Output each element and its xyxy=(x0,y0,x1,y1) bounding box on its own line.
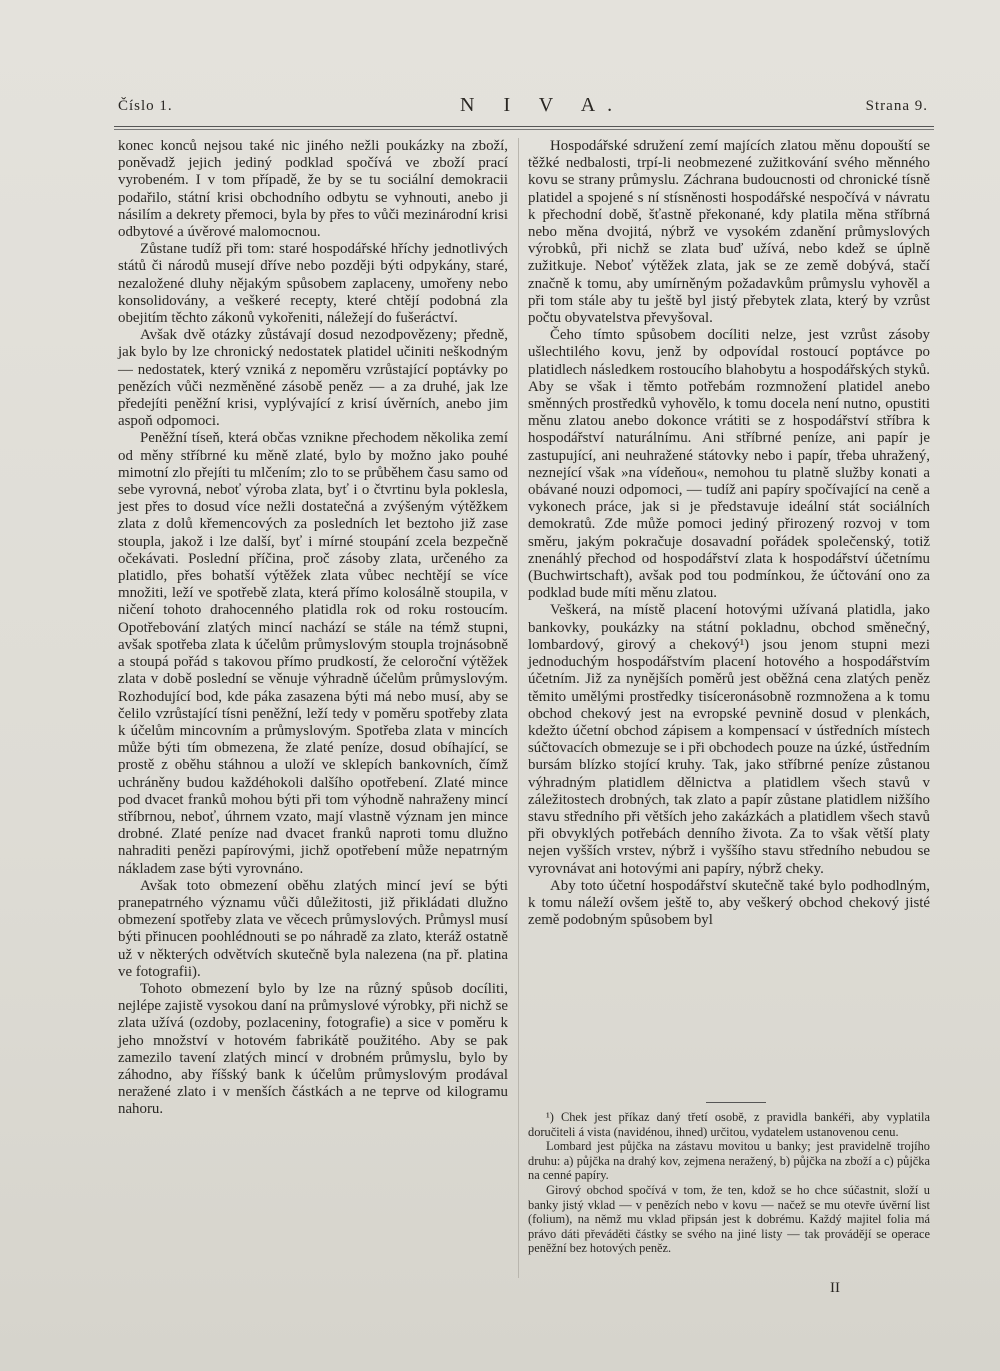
column-divider xyxy=(518,138,519,1278)
paragraph: Avšak dvě otázky zůstávají dosud nezodpovězeny; předně, jak bylo by lze chronický nedostatek platidel učiniti neškodným — nedostatek, který vzniká z nepoměru vzrůstající poptávky po penězích vůči nezměněné zásobě peněz — a za druhé, jak lze předejíti peněžní krisi, vyplývající z krisí úvěrních, anebo jim aspoň odpomoci. xyxy=(118,327,508,430)
footnotes xyxy=(528,1110,930,1256)
issue-number: Číslo 1. xyxy=(118,98,173,114)
running-header xyxy=(118,94,928,120)
paragraph: Peněžní tíseň, která občas vznikne přechodem několika zemí od měny stříbrné ku měně zlaté, bylo by možno jako pouhé mimotní zlo přejíti tu mlčením; zlo to se průběhem času samo od sebe vyrovná, neboť výroba zlata, byť i o čtvrtinu byla poklesla, jest přes to dosud více nežli dostatečná a zvýšeným výtěžkem zlata z dolů křemencových za posledních let beztoho již zase stoupla, jakož i lze další, byť i mírné stoupání zcela bezpečně očekávati. Poslední příčina, proč zásoby zlata, určeného za platidlo, přes bohatší výtěžek zlata vůbec nechtějí se více množiti, leží ve spotřebě zlata, která přímo kolosálně stoupila, v ničení tohoto drahocenného platidla rok od roku rostoucím. Opotřebování zlatých mincí nachází se stále na témž stupni, avšak spotřeba zlata k účelům průmyslovým stoupla trojnásobně a stoupá pořád s takovou přímo prudkostí, že celoroční výtěžek zlata v době poslední se věnuje výhradně účelům průmyslovým. Rozhodující bod, kde páka zasazena býti má nebo musí, aby se čelilo vzrůstající tísni peněžní, leží tedy v poměru spotřeby zlata k účelům mincovním a průmyslovým. Spotřeba zlata v mincích může býti tím obmezena, že zlaté peníze, dosud obíhající, se prostě z oběhu stáhnou a uloží ve sklepích bankovních, čímž uchráněny budou každéhokoli dalšího opotřebení. Zlaté mince pod dvacet franků mohou býti při tom výhodně nahraženy mincí stříbrnou, neboť, úhrnem vzato, mají vlastně význam jen mince drobné. Zlaté peníze nad dvacet franků naproti tomu dlužno nahraditi penězi papírovými, jichž opotřebení může nepatrným nákladem zase býti vyrovnáno. xyxy=(118,430,508,877)
footnote: Lombard jest půjčka na zástavu movitou u banky; jest pravidelně trojího druhu: a) půjčka na drahý kov, zejmena neražený, b) půjčka na zboží a c) půjčka na cenné papíry. xyxy=(528,1139,930,1183)
header-rule xyxy=(114,126,934,127)
signature-mark: II xyxy=(830,1280,840,1296)
paragraph: konec konců nejsou také nic jiného nežli poukázky na zboží, poněvadž jejich jediný podklad spočívá ve zboží prací vyrobeném. I v tom případě, že by se tu sociální demokracii podařilo, státní krisi obchodního odbytu se vyhnouti, anebo ji násilím a dekrety přemoci, byla by přes to vůči mezinárodní krisi odbytové a úvěrové malomocnou. xyxy=(118,138,508,241)
footnote-rule xyxy=(706,1102,766,1103)
page-number: Strana 9. xyxy=(865,98,928,114)
paragraph: Aby toto účetní hospodářství skutečně také bylo podhodlným, k tomu náleží ovšem ještě to, aby veškerý obchod chekový jisté země podobným spůsobem byl xyxy=(528,877,930,929)
paragraph: Zůstane tudíž při tom: staré hospodářské hříchy jednotlivých států či národů musejí dříve nebo později býti odpykány, staré, nezaložené dluhy nějakým spůsobem zaplaceny, umořeny nebo konsolidovány, a veškeré recepty, které chtějí podobná zla obejitím těchto zákonů vykořeniti, náležejí do fušeráctví. xyxy=(118,241,508,327)
paragraph: Čeho tímto spůsobem docíliti nelze, jest vzrůst zásoby ušlechtilého kovu, jenž by odpovídal rostoucí poptávce po platidlech následkem rostoucího blahobytu a hospodářských styků. Aby se však i těmto potřebám rozmnožení platidel anebo směnných prostředků vyhovělo, k tomu docela není nutno, opustiti měnu zlatou anebo dokonce vrátiti se z hospodářství stříbra k hospodářství naturálnímu. Ani stříbrné peníze, ani papír je zastupující, ani neuhražené státovky nebo i papír, třeba uhražený, neznející však »na vídeňou«, nemohou tu platně služby konati a obávané nouzi odpomoci, — tudíž ani papíry spočívající na ceně a vykonech práce, jak si je představuje ideální stát sociálních demokratů. Zde může pomoci jediný přirozený rozvoj v tom směru, jakým pokračuje dosavadní pořádek společenský, totiž znenáhlý přechod od hospodářství zlata k hospodářství účetnímu (Buchwirtschaft), avšak pod tou podmínkou, že účtování ono za podklad bude míti měnu zlatou. xyxy=(528,327,930,602)
header-rule-secondary xyxy=(114,129,934,130)
paragraph: Tohoto obmezení bylo by lze na různý spůsob docíliti, nejlépe zajistě vysokou daní na průmyslové výrobky, při nichž se zlata užívá (ozdoby, pozlaceniny, fotografie) a sice v poměru k jeho množství v hotovém fabrikátě použitého. Aby se pak zamezilo tavení zlatých mincí v drobném průmyslu, bylo by záhodno, aby říšský bank k účelům průmyslovým prodával neražené zlato i v menších částkách a ne teprve od kilogramu nahoru. xyxy=(118,980,508,1118)
right-column xyxy=(528,138,930,929)
footnote: Girový obchod spočívá v tom, že ten, kdož se ho chce súčastnit, složí u banky jistý vklad — v penězích nebo v kovu — načež se mu otevře úvěrní list (folium), na němž mu vklad připsán jest k dobrému. Každý majitel folia má právo dáti převáděti částky se svého na jiné listy — tak provádějí se operace peněžní bez hotových peněz. xyxy=(528,1182,930,1256)
footnote: ¹) Chek jest příkaz daný třetí osobě, z pravidla bankéři, aby vyplatila doručiteli á vista (navidénou, ihned) určitou, vydatelem ustanovenou cenu. xyxy=(528,1110,930,1139)
paragraph: Avšak toto obmezení oběhu zlatých mincí jeví se býti pranepatrného významu vůči důležitosti, již přikládati dlužno obmezení spotřeby zlata ve věcech průmyslových. Průmysl musí býti přinucen poohlédnouti se po náhradě za zlato, kteráž ostatně už v některých odvětvích skutečně byla nalezena (na př. platina ve fotografii). xyxy=(118,877,508,980)
journal-title: N I V A. xyxy=(460,94,625,116)
paragraph: Hospodářské sdružení zemí majících zlatou měnu dopouští se těžké nedbalosti, trpí-li neobmezené zužitkování svého měnného kovu se strany průmyslu. Záchrana budoucnosti od chronické tísně platidel a spojené s ní stísněnosti hospodářské nespočívá v návratu k přechodní době, šťastně překonané, kdy platila měna stříbrná nebo měna dvojitá, nýbrž ve vysokém zdanění průmyslových výrobků, při nichž se zlata buď užívá, nebo kdež se úplně zužitkuje. Neboť výtěžek zlata, jak se ze země dobývá, stačí značně k tomu, aby umírněným požadavkům průmyslu vyhověl a při tom stále aby tu ještě byl jistý přebytek zlata, který by vzrůst počtu obyvatelstva převyšoval. xyxy=(528,138,930,327)
left-column xyxy=(118,138,508,1119)
paragraph: Veškerá, na místě placení hotovými užívaná platidla, jako bankovky, poukázky na státní pokladnu, obchod směnečný, lombardový, girový a chekový¹) jsou jenom stupni mezi jednoduchým hospodářstvím placení hotového a hospodářstvím účetním. Již za nynějších poměrů jest oběžná cena zlatých peněz těmito umělými prostředky tisíceronásobně rozmnožena a k tomu obchod chekový jest na evropské pevnině dosud v plenkách, kdežto účetní obchod zápisem a kompensací v ústředních místech súčtovacích obmezuje se i při obchodech pouze na úzké, ústředním bursám blízko stojící kruhy. Tak, jako stříbrné peníze zůstanou výhradným platidlem dělnictva a platidlem všech stavů v záležitostech drobných, tak zlato a papír zůstane platidlem nižšího stavu středního při větších jeho zakázkách a platidlem všech stavů při obvyklých potřebách denního života. Za to však větší platy nejen vyšších vrstev, nýbrž i vyššího stavu středního nebudou se vyrovnávat ani hotovými ani papíry, nýbrž cheky. xyxy=(528,602,930,877)
